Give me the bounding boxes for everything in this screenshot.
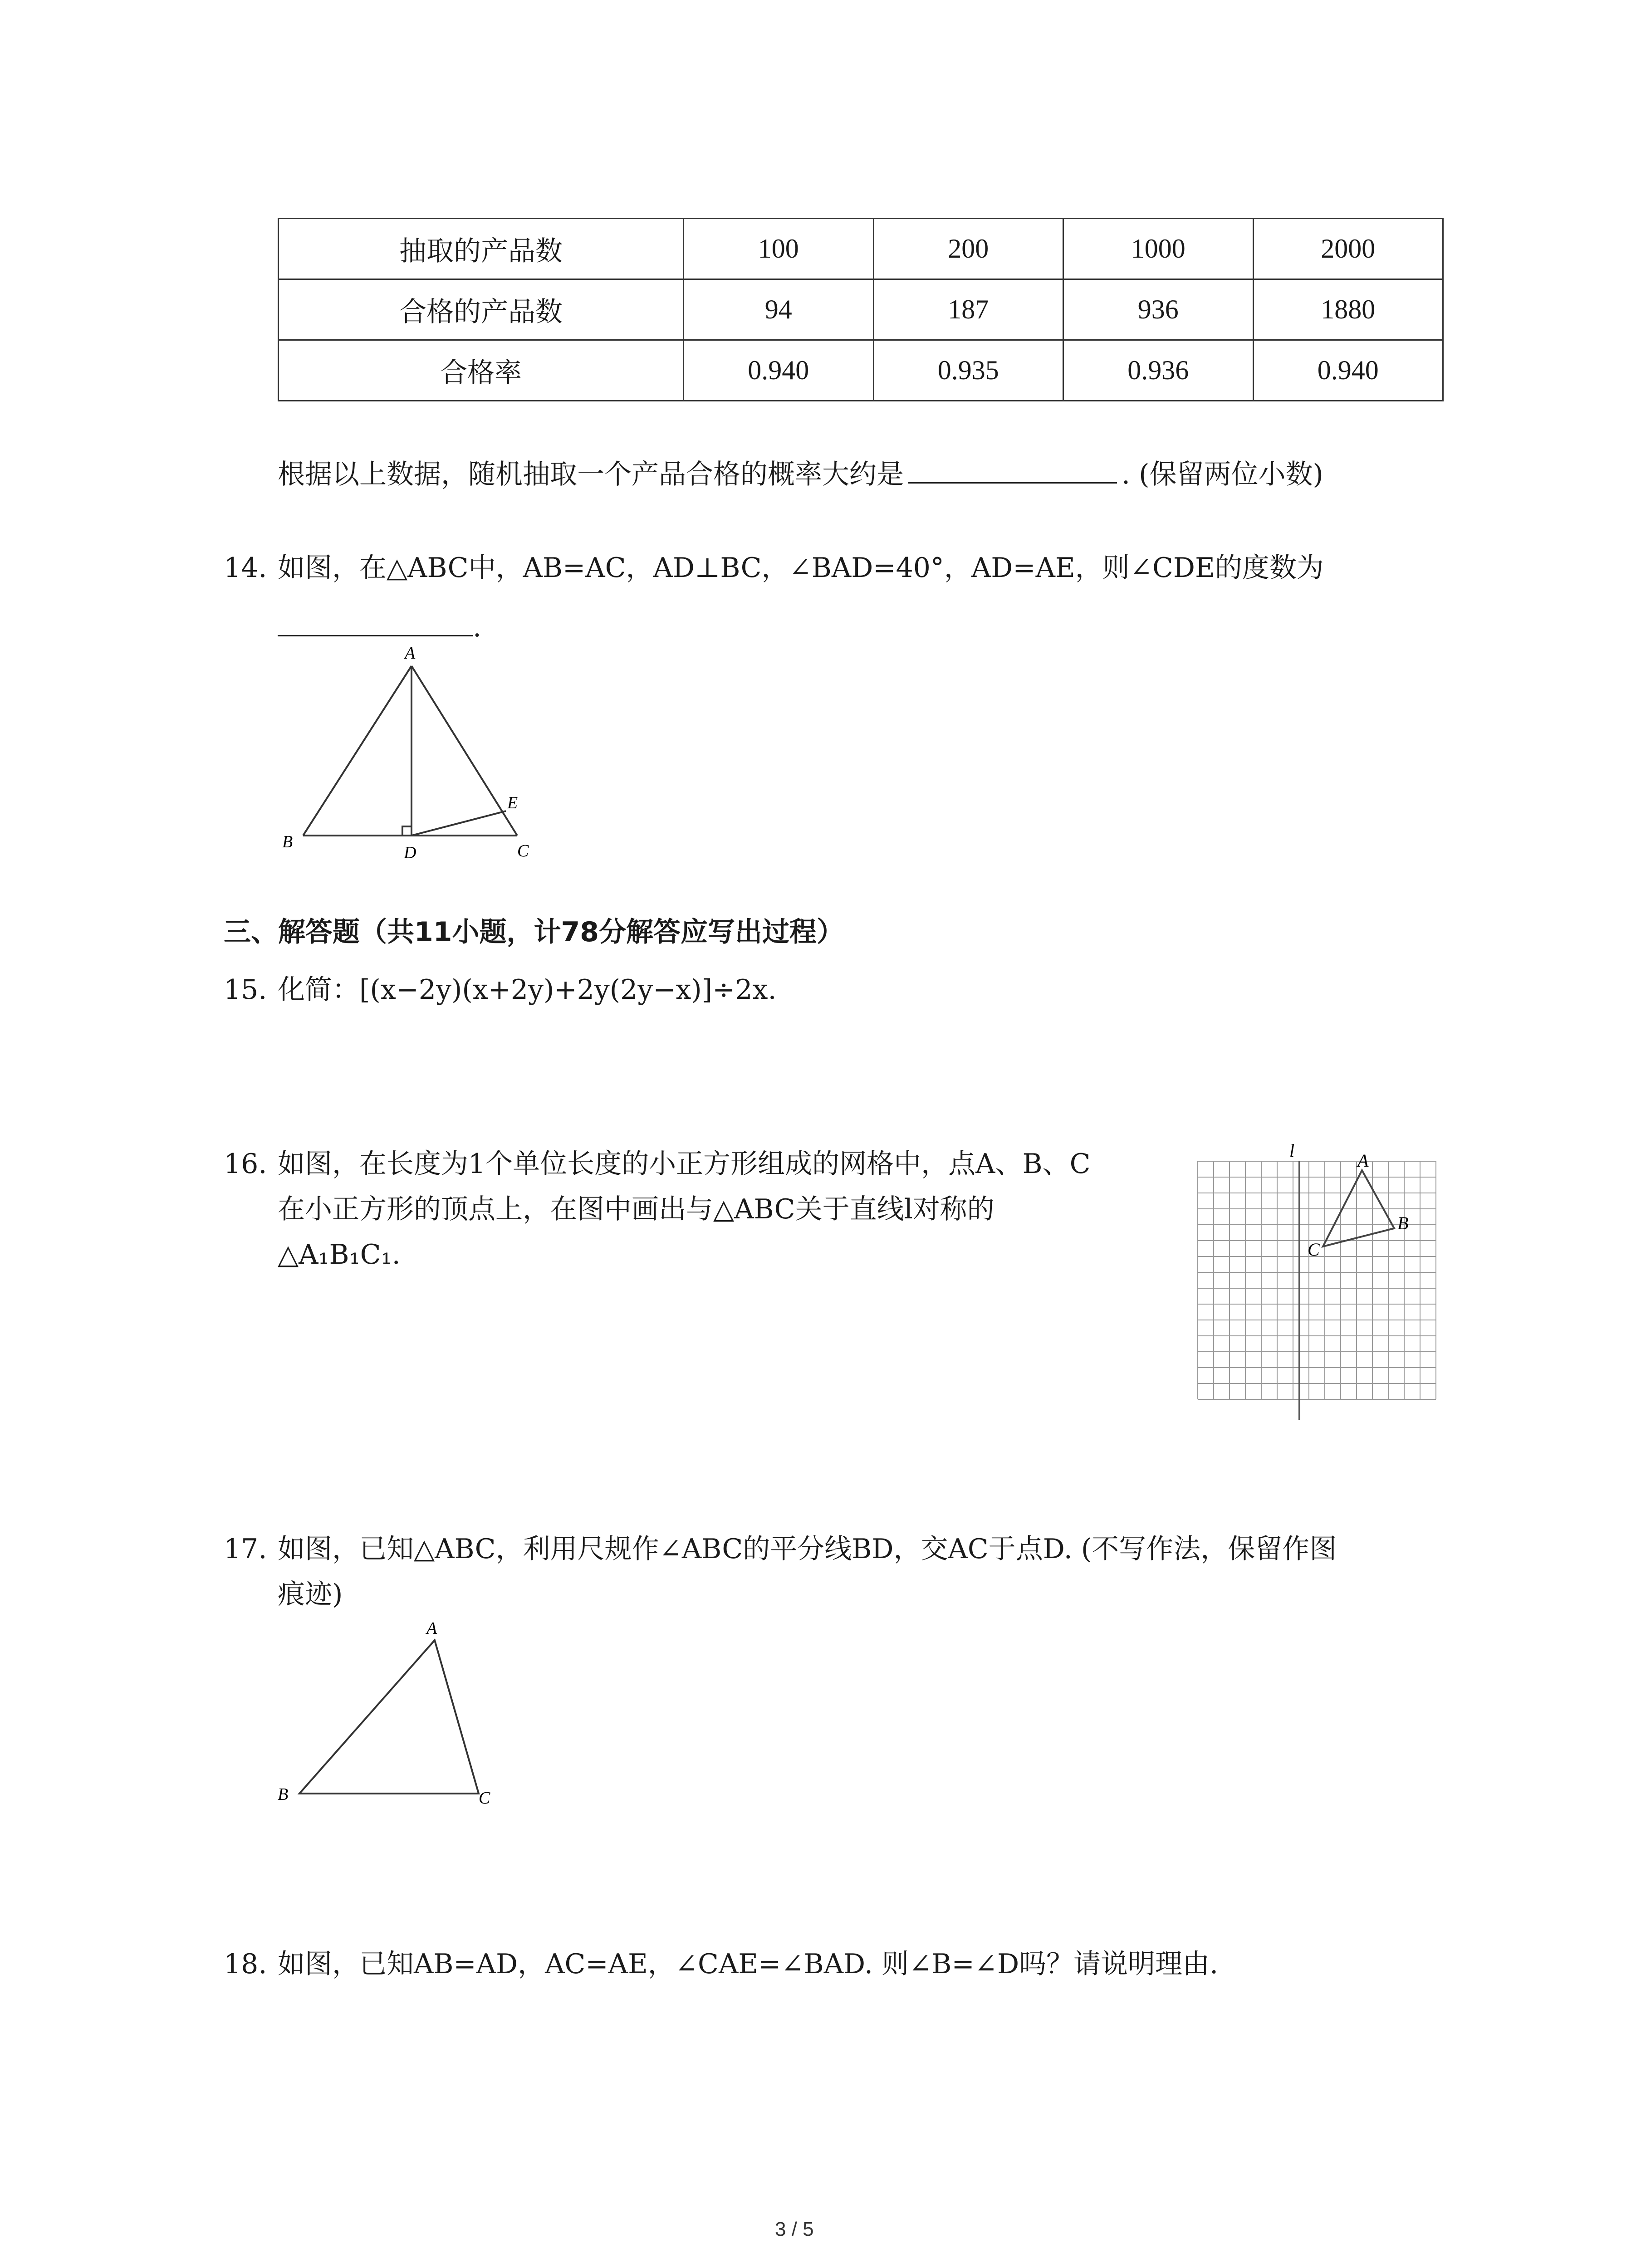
q16-label-l: l bbox=[1289, 1143, 1295, 1161]
q16-label-a: A bbox=[1357, 1150, 1369, 1171]
q14-number: 14. bbox=[224, 552, 267, 584]
table-row-label: 合格的产品数 bbox=[279, 279, 684, 340]
q15-number: 15. bbox=[224, 974, 267, 1006]
table-row bbox=[279, 279, 1443, 340]
section3-title: 三、解答题（共11小题，计78分解答应写出过程） bbox=[224, 916, 844, 948]
q17-label-b: B bbox=[278, 1785, 289, 1804]
q17-label-c: C bbox=[479, 1789, 490, 1808]
q16-line3: △A₁B₁C₁. bbox=[278, 1239, 401, 1271]
table-cell: 0.935 bbox=[873, 340, 1063, 401]
q14-text: 如图，在△ABC中，AB=AC，AD⊥BC，∠BAD=40°，AD=AE，则∠CDE的度数为 bbox=[278, 552, 1324, 584]
page-number: 3 / 5 bbox=[775, 2218, 814, 2240]
table-cell: 0.940 bbox=[684, 340, 874, 401]
q17-line1: 如图，已知△ABC，利用尺规作∠ABC的平分线BD，交AC于点D. (不写作法，保留作图 bbox=[278, 1533, 1337, 1565]
q18-number: 18. bbox=[224, 1948, 267, 1980]
q17-number: 17. bbox=[224, 1533, 267, 1565]
q16-label-c: C bbox=[1308, 1239, 1320, 1260]
table-cell: 100 bbox=[684, 219, 874, 279]
q14-segment-ab bbox=[303, 666, 411, 836]
table-row bbox=[279, 219, 1443, 279]
table-row bbox=[279, 340, 1443, 401]
q15-text: 化简：[(x−2y)(x+2y)+2y(2y−x)]÷2x. bbox=[278, 974, 777, 1006]
q16-number: 16. bbox=[224, 1148, 267, 1180]
q13-answer-line bbox=[278, 455, 1323, 493]
table-cell: 94 bbox=[684, 279, 874, 340]
q14-right-angle-mark bbox=[402, 826, 411, 836]
table-cell: 1880 bbox=[1253, 279, 1443, 340]
q14-answer-blank[interactable] bbox=[278, 608, 473, 636]
q17-triangle-figure bbox=[272, 1619, 508, 1819]
q16-grid-figure bbox=[1189, 1143, 1443, 1424]
table-row-label: 抽取的产品数 bbox=[279, 219, 684, 279]
q13-answer-blank[interactable] bbox=[908, 455, 1117, 484]
q16-label-b: B bbox=[1397, 1213, 1409, 1233]
q13-text-after: . (保留两位小数) bbox=[1122, 459, 1323, 490]
table-cell: 0.940 bbox=[1253, 340, 1443, 401]
q16-line1: 如图，在长度为1个单位长度的小正方形组成的网格中，点A、B、C bbox=[278, 1148, 1091, 1180]
table-cell: 2000 bbox=[1253, 219, 1443, 279]
q16-grid bbox=[1198, 1161, 1436, 1399]
q14-label-b: B bbox=[282, 832, 293, 851]
q16-line2: 在小正方形的顶点上，在图中画出与△ABC关于直线l对称的 bbox=[278, 1193, 994, 1225]
table-cell: 200 bbox=[873, 219, 1063, 279]
q18-text: 如图，已知AB=AD，AC=AE，∠CAE=∠BAD. 则∠B=∠D吗？请说明理由. bbox=[278, 1948, 1219, 1980]
table-row-label: 合格率 bbox=[279, 340, 684, 401]
q14-segment-de bbox=[411, 811, 506, 836]
q14-triangle-figure bbox=[272, 640, 554, 866]
q17-triangle-abc bbox=[299, 1640, 479, 1794]
q14-label-d: D bbox=[404, 843, 416, 862]
qualified-products-table bbox=[278, 218, 1444, 401]
q14-segment-ac bbox=[411, 666, 517, 836]
q14-end: . bbox=[473, 611, 482, 643]
table-cell: 187 bbox=[873, 279, 1063, 340]
q14-label-a: A bbox=[405, 644, 416, 663]
q14-label-e: E bbox=[507, 793, 518, 812]
table-cell: 936 bbox=[1063, 279, 1254, 340]
table-cell: 1000 bbox=[1063, 219, 1254, 279]
q13-text-before: 根据以上数据，随机抽取一个产品合格的概率大约是 bbox=[278, 459, 904, 490]
table-cell: 0.936 bbox=[1063, 340, 1254, 401]
q17-label-a: A bbox=[426, 1619, 437, 1638]
q14-label-c: C bbox=[517, 841, 529, 860]
q17-line2: 痕迹) bbox=[278, 1579, 343, 1610]
